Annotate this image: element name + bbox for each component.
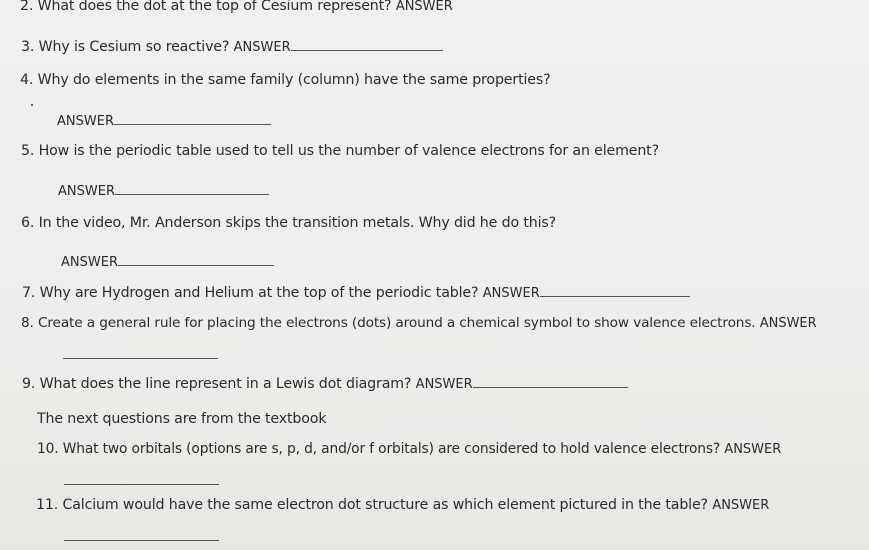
answer-label: ANSWER [233, 40, 291, 55]
question-text: How is the periodic table used to tell us the number of valence electrons for an element? [38, 143, 659, 159]
answer-blank[interactable] [291, 38, 443, 51]
question-text: Create a general rule for placing the electrons (dots) around a chemical symbol to show valence electrons. [37, 315, 756, 331]
question-text: Why do elements in the same family (column) have the same properties? [37, 72, 551, 88]
question-9 [22, 375, 628, 392]
question-text: Why are Hydrogen and Helium at the top of the periodic table? [39, 285, 479, 301]
section-heading: The next questions are from the textbook [37, 411, 327, 427]
question-7 [22, 284, 690, 301]
question-number: 8. [21, 315, 34, 331]
question-number: 6. [21, 215, 35, 231]
question-text: In the video, Mr. Anderson skips the transition metals. Why did he do this? [38, 215, 556, 231]
question-3 [21, 38, 443, 55]
question-11 [36, 497, 769, 513]
answer-label: ANSWER [58, 184, 115, 199]
question-text: Calcium would have the same electron dot structure as which element pictured in the table? [62, 497, 708, 513]
question-8 [21, 315, 817, 331]
answer-label: ANSWER [482, 286, 540, 301]
question-6 [21, 215, 556, 231]
answer-row-6 [61, 253, 274, 270]
question-number: 4. [20, 72, 34, 88]
question-10 [37, 441, 781, 457]
question-text: Why is Cesium so reactive? [38, 39, 230, 55]
question-number: 10. [37, 441, 59, 457]
answer-label: ANSWER [395, 0, 453, 14]
answer-label: ANSWER [57, 114, 114, 129]
question-2 [20, 0, 453, 14]
answer-blank[interactable] [118, 253, 274, 266]
stray-mark [31, 104, 33, 106]
question-number: 7. [22, 285, 36, 301]
question-number: 11. [36, 497, 59, 513]
answer-blank[interactable] [115, 182, 269, 195]
answer-blank[interactable] [473, 375, 628, 388]
question-text: What does the dot at the top of Cesium represent? [37, 0, 392, 14]
answer-blank[interactable] [64, 539, 219, 541]
question-text: What does the line represent in a Lewis dot diagram? [39, 376, 412, 392]
answer-row-4 [57, 112, 271, 129]
answer-label: ANSWER [712, 498, 770, 513]
question-number: 5. [21, 143, 35, 159]
answer-label: ANSWER [759, 316, 817, 331]
answer-blank[interactable] [114, 112, 271, 125]
question-number: 3. [21, 39, 35, 55]
answer-label: ANSWER [724, 442, 782, 457]
answer-row-5 [58, 182, 269, 199]
question-number: 9. [22, 376, 36, 392]
answer-blank[interactable] [63, 357, 218, 359]
question-4 [20, 72, 550, 88]
answer-blank[interactable] [64, 483, 219, 485]
answer-label: ANSWER [415, 377, 473, 392]
question-number: 2. [20, 0, 34, 14]
question-5 [21, 143, 659, 159]
answer-blank[interactable] [540, 284, 690, 297]
question-text: What two orbitals (options are s, p, d, and/or f orbitals) are considered to hold valence electrons? [62, 441, 721, 457]
answer-label: ANSWER [61, 255, 118, 270]
